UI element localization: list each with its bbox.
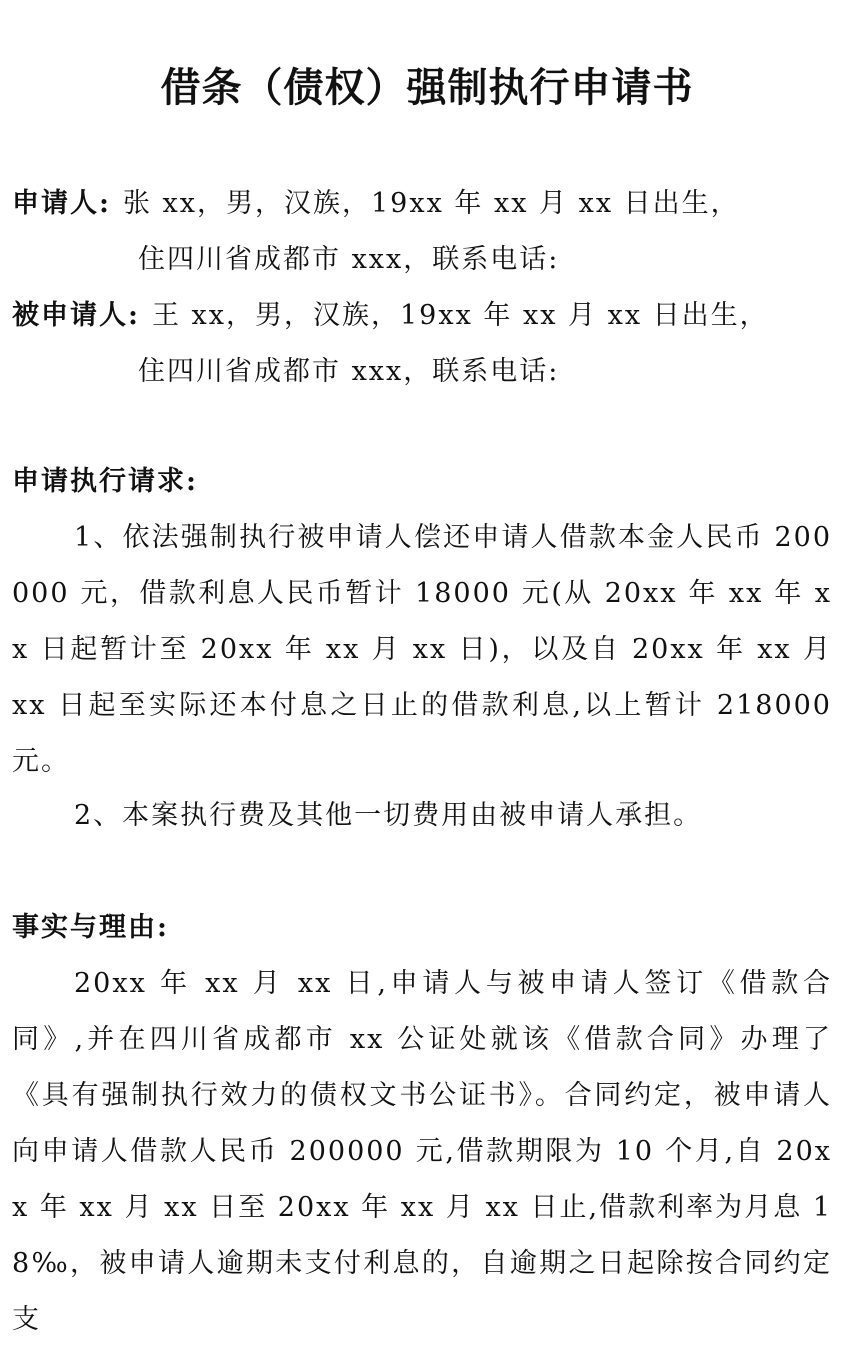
request-item-1: 1、依法强制执行被申请人偿还申请人借款本金人民币 200000 元，借款利息人民币暂计 18000 元(从 20xx 年 xx 年 xx 日起暂计至 20xx 年 xx 月 xx 日)，以及自 20xx 年 xx 月 xx 日起至实际还本付息之日止的借款利息,以上暂计 218000 元。 bbox=[12, 522, 832, 777]
applicant-line-1 bbox=[12, 184, 740, 224]
respondent-line-1 bbox=[12, 296, 769, 336]
requests-heading: 申请执行请求: bbox=[12, 466, 198, 497]
facts-heading: 事实与理由: bbox=[12, 912, 169, 943]
applicant-label: 申请人: bbox=[12, 188, 111, 219]
respondent-info: 王 xx，男，汉族，19xx 年 xx 月 xx 日出生， bbox=[151, 300, 769, 331]
request-item-2: 2、本案执行费及其他一切费用由被申请人承担。 bbox=[74, 800, 703, 831]
respondent-address: 住四川省成都市 xxx，联系电话: bbox=[138, 356, 560, 387]
document-title: 借条（债权）强制执行申请书 bbox=[160, 64, 694, 111]
facts-paragraph: 20xx 年 xx 月 xx 日,申请人与被申请人签订《借款合同》,并在四川省成都市 xx 公证处就该《借款合同》办理了《具有强制执行效力的债权文书公证书》。合同约定，被申请人向申请人借款人民币 200000 元,借款期限为 10 个月,自 20xx 年 xx 月 xx 日至 20xx 年 xx 月 xx 日止,借款利率为月息 18‰，被申请人逾期未支付利息的，自逾期之日起除按合同约定支 bbox=[12, 968, 832, 1335]
applicant-info: 张 xx，男，汉族，19xx 年 xx 月 xx 日出生， bbox=[122, 188, 740, 219]
respondent-label: 被申请人: bbox=[12, 300, 140, 331]
applicant-address: 住四川省成都市 xxx，联系电话: bbox=[138, 244, 560, 275]
